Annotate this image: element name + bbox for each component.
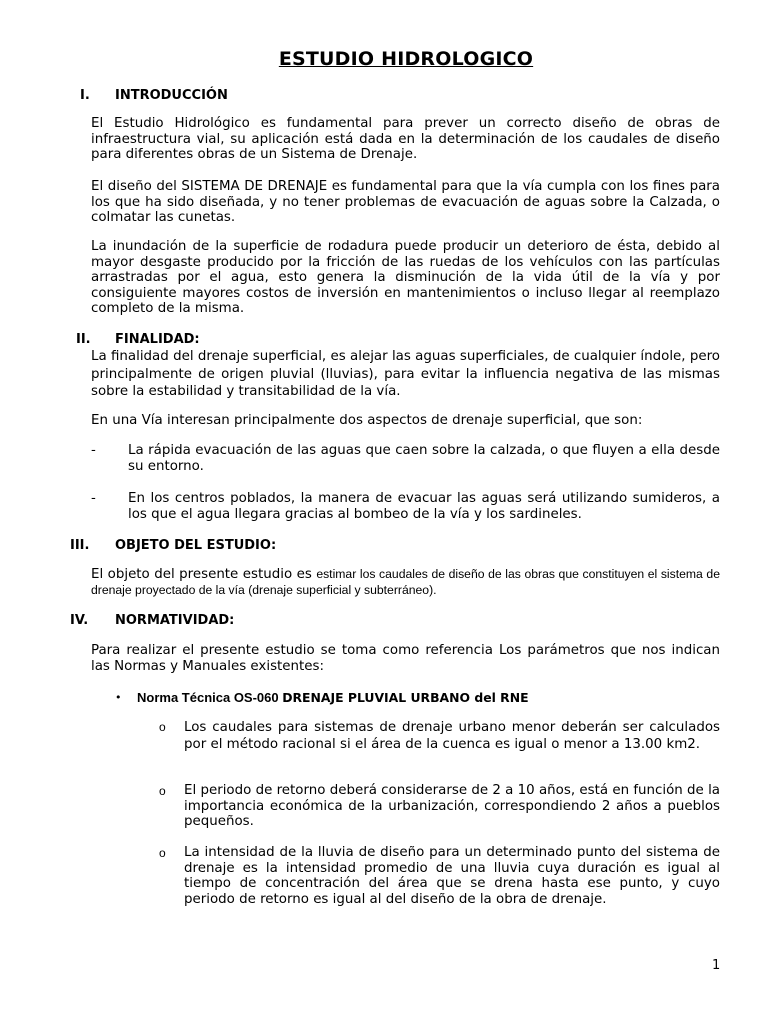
circle-marker: o xyxy=(159,720,166,734)
sub-list-item-text: El periodo de retorno deberá considerarse de 2 a 10 años, está en función de la importancia económica de la urbanización, correspondiendo 2 años a pueblos pequeños. xyxy=(184,783,720,830)
bullet-label xyxy=(137,690,529,707)
section-number: II. xyxy=(76,332,91,347)
paragraph: Para realizar el presente estudio se toma como referencia Los parámetros que nos indican las Normas y Manuales existentes: xyxy=(91,643,720,674)
paragraph-lead: El objeto del presente estudio es xyxy=(91,567,317,582)
sub-list-item-text: La intensidad de la lluvia de diseño para un determinado punto del sistema de drenaje es la intensidad promedio de una lluvia cuya duración es igual al tiempo de concentración del área que se drena hasta ese punto, y cuyo periodo de retorno es igual al del diseño de la obra de drenaje. xyxy=(184,845,720,907)
norma-name: Norma Técnica OS-060 xyxy=(137,690,283,705)
norma-subject: DRENAJE PLUVIAL URBANO del RNE xyxy=(282,690,529,705)
section-title: OBJETO DEL ESTUDIO: xyxy=(115,538,277,553)
section-number: III. xyxy=(70,538,90,553)
paragraph: En una Vía interesan principalmente dos aspectos de drenaje superficial, que son: xyxy=(91,413,643,428)
dash-marker: - xyxy=(91,491,96,506)
paragraph: El diseño del SISTEMA DE DRENAJE es fundamental para que la vía cumpla con los fines para los que ha sido diseñada, y no tener problemas de evacuación de aguas sobre la Calzada, o colmatar las cunetas. xyxy=(91,179,720,225)
dash-marker: - xyxy=(91,443,96,458)
circle-marker: o xyxy=(159,846,166,860)
sub-list-item-text: Los caudales para sistemas de drenaje urbano menor deberán ser calculados por el método racional si el área de la cuenca es igual o menor a 13.00 km2. xyxy=(184,720,720,752)
document-title: ESTUDIO HIDROLOGICO xyxy=(278,48,534,70)
section-number: IV. xyxy=(70,613,89,628)
paragraph: La inundación de la superficie de rodadura puede producir un deterioro de ésta, debido al mayor desgaste producido por la fricción de las ruedas de los vehículos con las partículas arrastradas por el agua, esto genera la disminución de la vida útil de la vía y por consiguiente mayores costos de inversión en mantenimientos o incluso llegar al reemplazo completo de la misma. xyxy=(91,239,720,316)
list-item-text: La rápida evacuación de las aguas que caen sobre la calzada, o que fluyen a ella desde su entorno. xyxy=(128,443,720,474)
list-item-text: En los centros poblados, la manera de evacuar las aguas será utilizando sumideros, a los que el agua llegara gracias al bombeo de la vía y los sardineles. xyxy=(128,491,720,522)
paragraph xyxy=(91,567,720,598)
paragraph: La finalidad del drenaje superficial, es alejar las aguas superficiales, de cualquier índole, pero principalmente de origen pluvial (lluvias), para evitar la influencia negativa de las mismas sobre la estabilidad y transitabilidad de la vía. xyxy=(91,349,720,399)
page-number: 1 xyxy=(712,958,721,973)
paragraph: El Estudio Hidrológico es fundamental para prever un correcto diseño de obras de infraestructura vial, su aplicación está dada en la determinación de los caudales de diseño para diferentes obras de un Sistema de Drenaje. xyxy=(91,116,720,162)
section-title: INTRODUCCIÓN xyxy=(115,88,228,103)
bullet-marker: • xyxy=(115,691,122,704)
section-title: FINALIDAD: xyxy=(115,332,200,347)
circle-marker: o xyxy=(159,784,166,798)
section-title: NORMATIVIDAD: xyxy=(115,613,235,628)
section-number: I. xyxy=(80,88,90,103)
paragraph-rest: estimar los caudales de diseño de las obras que constituyen el sistema de drenaje proyectado de la vía (drenaje superficial y subterráneo). xyxy=(91,567,720,597)
